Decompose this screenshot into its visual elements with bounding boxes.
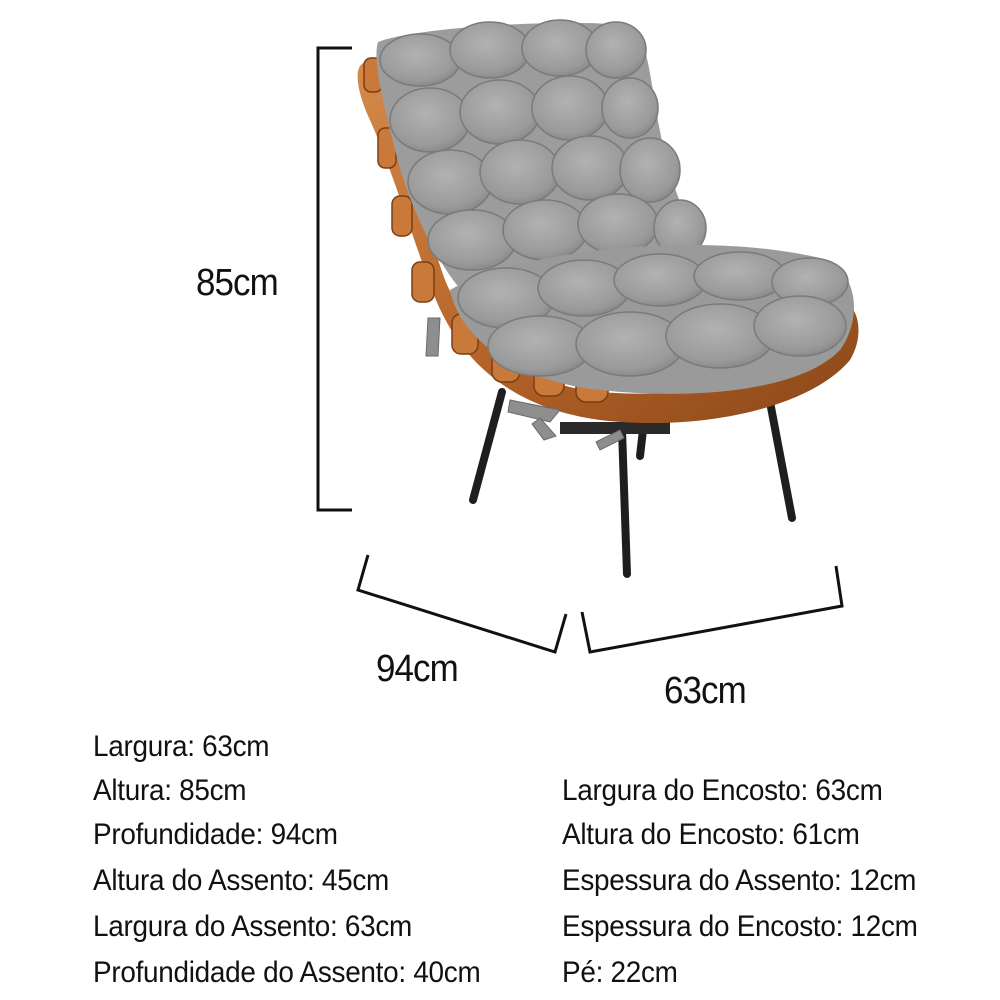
spec-espessura-encosto: Espessura do Encosto: 12cm — [562, 910, 918, 943]
armchair — [358, 20, 859, 574]
spec-altura-encosto: Altura do Encosto: 61cm — [562, 818, 860, 851]
spec-largura-encosto: Largura do Encosto: 63cm — [562, 774, 883, 807]
spec-espessura-assento: Espessura do Assento: 12cm — [562, 864, 917, 897]
width-dimension-bracket — [582, 566, 842, 652]
depth-label: 94cm — [376, 648, 458, 690]
width-label: 63cm — [664, 670, 746, 712]
spec-altura-assento: Altura do Assento: 45cm — [93, 864, 390, 897]
depth-dimension-bracket — [358, 555, 566, 652]
spec-pe: Pé: 22cm — [562, 956, 678, 989]
spec-profundidade-assento: Profundidade do Assento: 40cm — [93, 956, 481, 989]
spec-altura: Altura: 85cm — [93, 774, 247, 807]
height-label: 85cm — [196, 262, 278, 304]
spec-largura-assento: Largura do Assento: 63cm — [93, 910, 413, 943]
height-dimension-bracket — [318, 48, 352, 510]
spec-profundidade: Profundidade: 94cm — [93, 818, 338, 851]
seat-cushion — [450, 245, 854, 394]
spec-largura: Largura: 63cm — [93, 730, 270, 763]
